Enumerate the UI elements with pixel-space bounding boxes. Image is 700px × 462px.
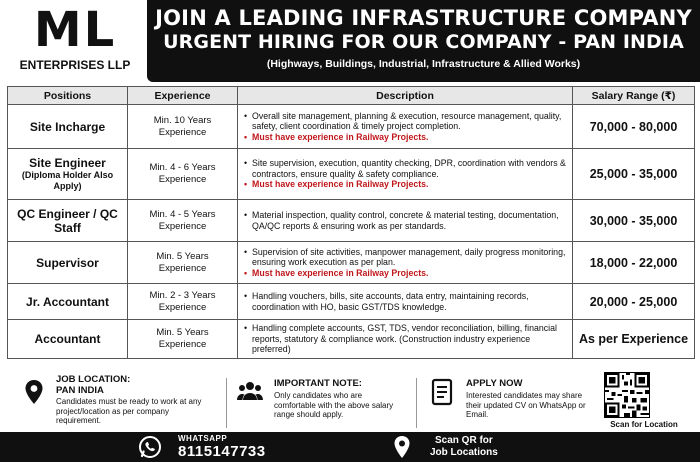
- table-header-row: [8, 87, 695, 105]
- scan-qr-line1: Scan QR for: [435, 435, 493, 446]
- salary-cell: 25,000 - 35,000: [573, 149, 695, 200]
- scan-qr-line2: Job Locations: [430, 447, 498, 458]
- document-icon: [428, 378, 456, 406]
- salary-cell: 70,000 - 80,000: [573, 105, 695, 149]
- location-value: PAN INDIA: [56, 385, 104, 396]
- description-text: • Handling complete accounts, GST, TDS, vendor reconciliation, billing, financial reports, statutory & compliance work. (Construction industry experience preferred): [252, 323, 567, 355]
- apply-now-block: [428, 374, 598, 430]
- whatsapp-label: WHATSAPP: [178, 434, 228, 443]
- table-row: [8, 284, 695, 320]
- position-title: Accountant: [34, 331, 101, 346]
- whatsapp-number[interactable]: 8115147733: [178, 443, 266, 460]
- experience-years: Min. 4 - 5 Years: [149, 208, 216, 220]
- headline: JOIN A LEADING INFRASTRUCTURE COMPANY: [155, 6, 692, 30]
- experience-label: Experience: [158, 338, 207, 350]
- experience-cell: [128, 242, 238, 284]
- col-header-positions: Positions: [8, 87, 128, 105]
- table-row: [8, 242, 695, 284]
- experience-label: Experience: [158, 126, 207, 138]
- col-header-description: Description: [238, 87, 573, 105]
- col-header-salary: Salary Range (₹): [573, 87, 695, 105]
- experience-cell: [128, 105, 238, 149]
- apply-text: Interested candidates may share their updated CV on WhatsApp or Email.: [466, 391, 586, 419]
- note-title: IMPORTANT NOTE:: [274, 378, 362, 389]
- position-cell: [8, 105, 128, 149]
- description-cell: [238, 320, 573, 359]
- sectors-line: (Highways, Buildings, Industrial, Infrastructure & Allied Works): [266, 58, 581, 70]
- divider: [226, 378, 227, 428]
- experience-cell: [128, 320, 238, 359]
- description-text: • Overall site management, planning & execution, resource management, quality, safety, client coordination & timely project completion.: [252, 111, 567, 132]
- logo-subtitle: ENTERPRISES LLP: [19, 58, 131, 72]
- group-icon: [236, 378, 264, 406]
- experience-years: Min. 5 Years: [156, 250, 209, 262]
- salary-cell: 30,000 - 35,000: [573, 200, 695, 242]
- col-header-experience: Experience: [128, 87, 238, 105]
- description-cell: [238, 242, 573, 284]
- salary-cell: 18,000 - 22,000: [573, 242, 695, 284]
- position-title: Site Incharge: [29, 119, 106, 134]
- position-title: Site Engineer: [29, 156, 106, 170]
- table-row: [8, 320, 695, 359]
- salary-cell: As per Experience: [573, 320, 695, 359]
- position-title: QC Engineer / QC Staff: [17, 206, 118, 235]
- experience-cell: [128, 200, 238, 242]
- description-text: • Material inspection, quality control, concrete & material testing, documentation, QA/QC reports & ensuring work as per standards.: [252, 210, 567, 231]
- location-pin-icon: [20, 378, 48, 406]
- description-cell: [238, 200, 573, 242]
- experience-years: Min. 10 Years: [153, 114, 212, 126]
- description-text: • Handling vouchers, bills, site accounts, data entry, maintaining records, coordination with HO, basic GST/TDS knowledge.: [252, 291, 567, 312]
- job-location-block: [20, 374, 210, 430]
- position-title: Jr. Accountant: [26, 294, 109, 309]
- experience-label: Experience: [158, 220, 207, 232]
- table-row: [8, 200, 695, 242]
- position-cell: [8, 200, 128, 242]
- position-cell: [8, 242, 128, 284]
- subheadline: URGENT HIRING FOR OUR COMPANY - PAN INDIA: [163, 31, 684, 53]
- company-logo: [6, 4, 144, 82]
- qr-code-icon[interactable]: [604, 372, 650, 418]
- header-banner: [147, 0, 700, 82]
- railway-note: • Must have experience in Railway Projects.: [252, 132, 567, 143]
- table-row: [8, 105, 695, 149]
- description-text: • Site supervision, execution, quantity checking, DPR, coordination with vendors & contractors, ensure quality & safety compliance.: [252, 158, 567, 179]
- location-pin-icon: [392, 435, 412, 459]
- experience-years: Min. 4 - 6 Years: [149, 162, 216, 173]
- experience-label: Experience: [158, 301, 207, 313]
- positions-table: [7, 86, 695, 359]
- experience-label: Experience: [158, 174, 207, 185]
- position-cell: [8, 320, 128, 359]
- experience-years: Min. 2 - 3 Years: [149, 289, 216, 301]
- salary-cell: 20,000 - 25,000: [573, 284, 695, 320]
- experience-label: Experience: [158, 262, 207, 274]
- location-text: Candidates must be ready to work at any project/location as per company requirement.: [56, 397, 202, 425]
- logo-text: ML: [33, 2, 117, 58]
- table-row: [8, 149, 695, 200]
- apply-title: APPLY NOW: [466, 378, 523, 389]
- description-cell: [238, 149, 573, 200]
- position-cell: [8, 149, 128, 200]
- divider: [416, 378, 417, 428]
- railway-note: • Must have experience in Railway Projects.: [252, 268, 567, 279]
- description-cell: [238, 105, 573, 149]
- description-text: • Supervision of site activities, manpower management, daily progress monitoring, ensuring work execution as per plan.: [252, 247, 567, 268]
- footer-bar: [0, 432, 700, 462]
- railway-note: • Must have experience in Railway Projects.: [252, 179, 567, 190]
- position-cell: [8, 284, 128, 320]
- scan-qr-label: [430, 435, 498, 459]
- whatsapp-icon[interactable]: [138, 435, 162, 459]
- position-subtitle: (Diploma Holder Also Apply): [21, 170, 114, 191]
- experience-cell: [128, 149, 238, 200]
- location-title: JOB LOCATION:: [56, 374, 131, 385]
- position-title: Supervisor: [36, 255, 99, 270]
- description-cell: [238, 284, 573, 320]
- qr-caption: Scan for Location: [610, 420, 678, 429]
- note-text: Only candidates who are comfortable with the above salary range should apply.: [274, 391, 394, 419]
- experience-years: Min. 5 Years: [156, 326, 209, 338]
- important-note-block: [236, 374, 416, 430]
- experience-cell: [128, 284, 238, 320]
